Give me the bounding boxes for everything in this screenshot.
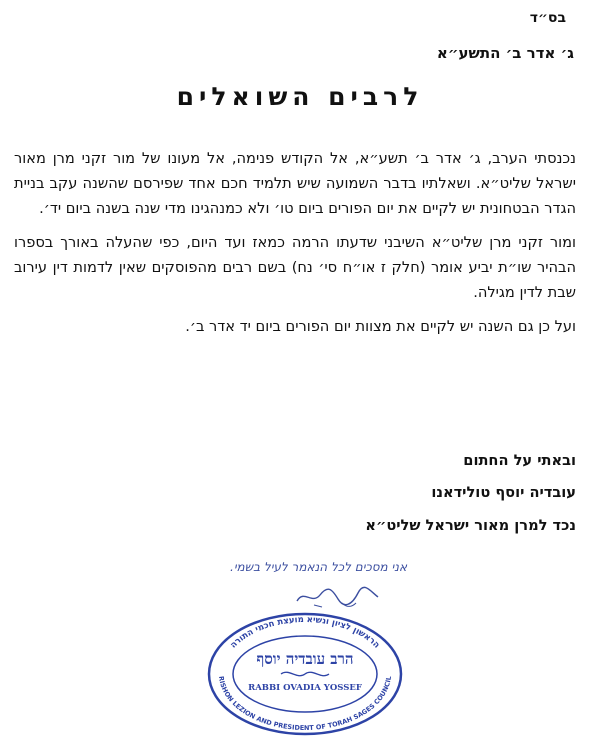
handwritten-signature bbox=[292, 583, 382, 611]
rabbi-seal-stamp bbox=[205, 610, 405, 738]
seal-hebrew-arc: הראשון לציון ונשיא מועצת חכמי התורה bbox=[228, 614, 382, 651]
seal-ornament bbox=[281, 672, 329, 675]
svg-text:הראשון לציון ונשיא מועצת חכמי bbox=[229, 615, 382, 651]
paragraph: ומור זקני מרן שליט״א השיבני שדעתו הרמה כמאז ועד היום, כפי שהעלה באורך בספרו הבהיר שו״ת יביע אומר (חלק ז או״ח סי׳ נח) בשם רבים מהפוסקים שאין לדמות דין עירוב שבת לדין מגילה. bbox=[14, 234, 576, 301]
paragraph: ועל כן גם השנה יש לקיים את מצוות יום הפורים ביום יד אדר ב׳. bbox=[185, 318, 576, 335]
letter-title: לרבים השואלים bbox=[176, 82, 424, 111]
seal-english-arc: RISHON LEZION AND PRESIDENT OF TORAH SAGES COUNCIL bbox=[217, 675, 393, 733]
signer-name: עובדיה יוסף טולידאנו bbox=[431, 484, 576, 501]
handwritten-note: אני מסכים לכל הנאמר לעיל בשמי. bbox=[230, 560, 408, 574]
bsd-header: בס״ד bbox=[529, 10, 566, 26]
signer-title: נכד למרן מאור ישראל שליט״א bbox=[365, 517, 576, 534]
letter-body bbox=[14, 146, 576, 348]
paragraph: נכנסתי הערב, ג׳ אדר ב׳ תשע״א, אל הקודש פנימה, אל מעונו של מור זקני מרן מאור ישראל שליט״א. ושאלתיו בדבר השמועה שיש תלמיד חכם אחד שפירסם שהשנה עקב בניית הגדר הבטחונית יש לקיים את יום הפורים ביום טו׳ ולא כמנהגינו מדי שנה בשנה ביום יד׳. bbox=[14, 150, 576, 217]
letter-date: ג׳ אדר ב׳ התשע״א bbox=[436, 44, 574, 62]
closing-line: ובאתי על החתום bbox=[463, 452, 576, 469]
seal-hebrew-name: הרב עובדיה יוסף bbox=[256, 650, 354, 668]
seal-english-name: RABBI OVADIA YOSSEF bbox=[248, 683, 362, 693]
